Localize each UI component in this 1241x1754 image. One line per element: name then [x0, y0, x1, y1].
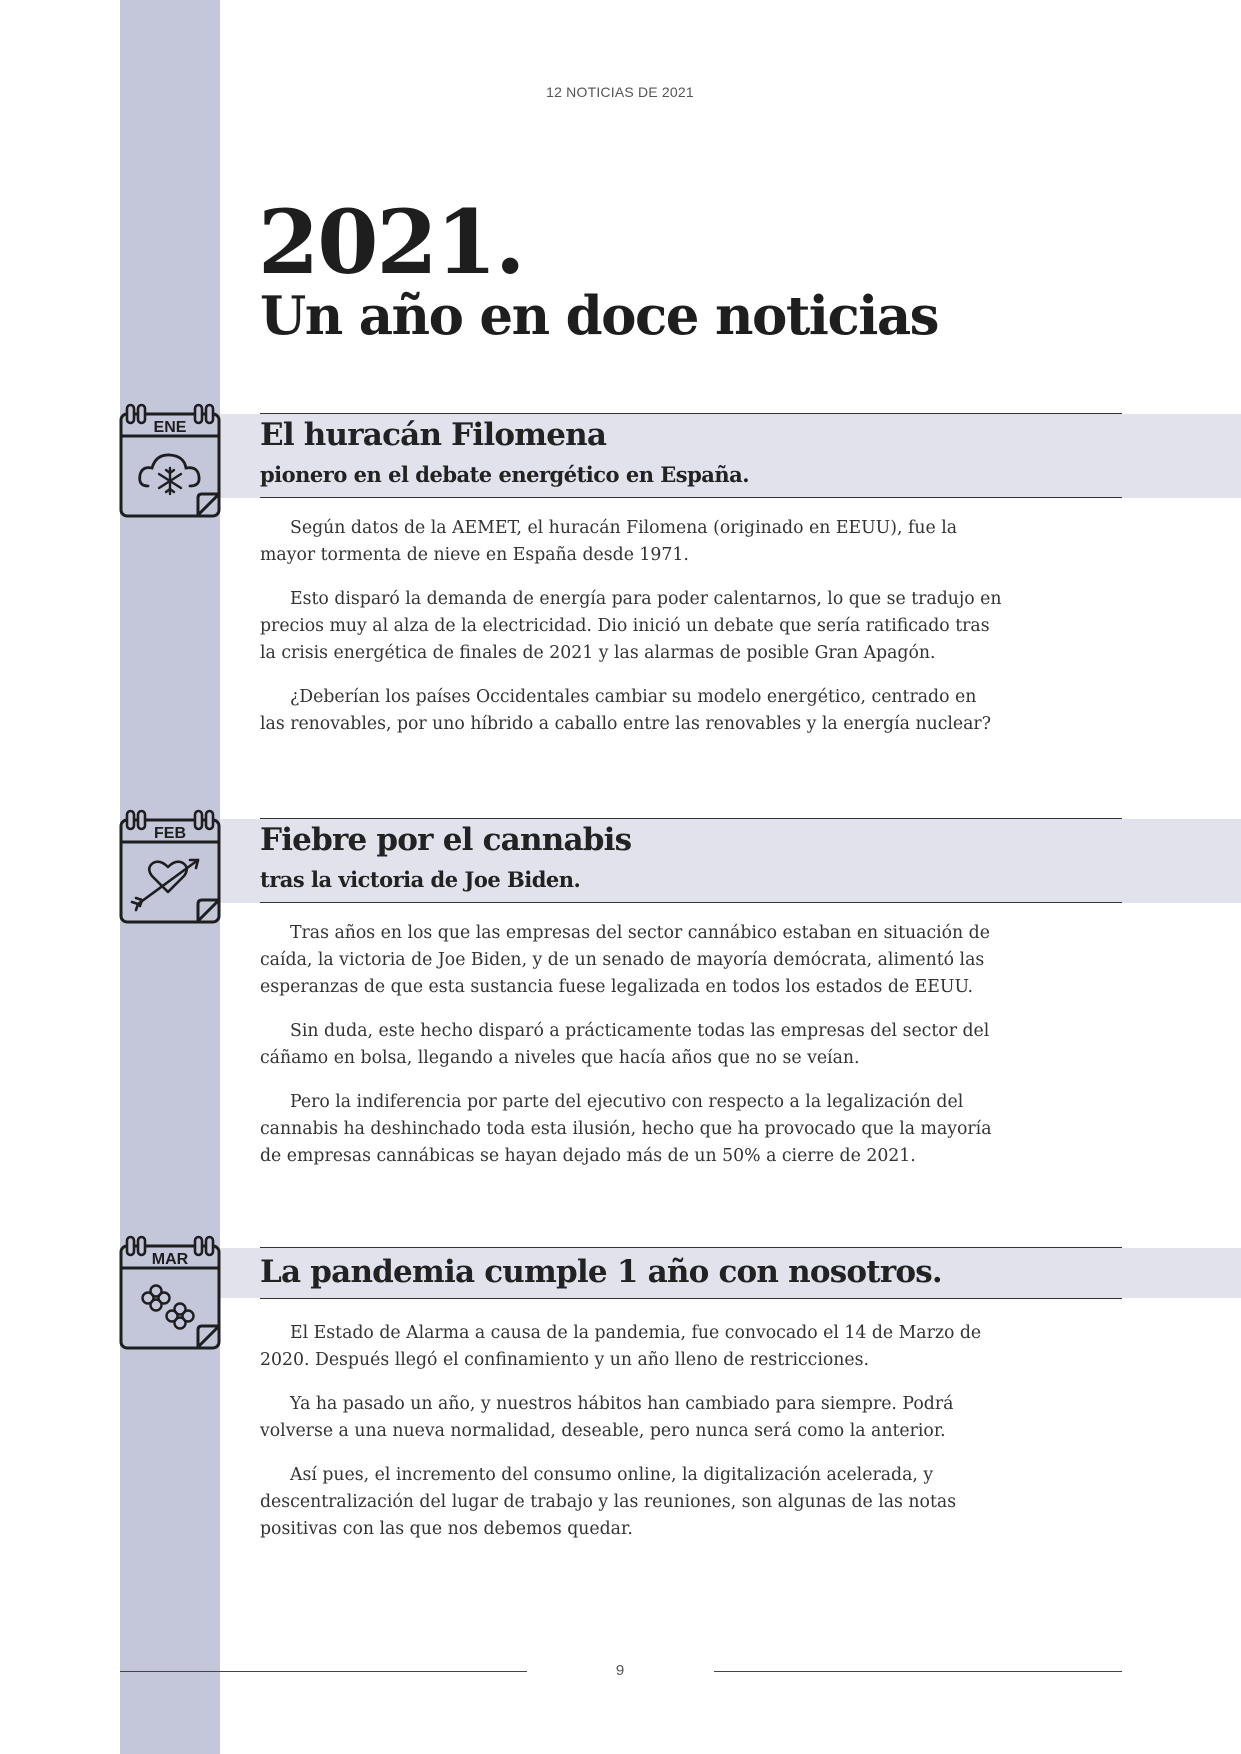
body-paragraph: El Estado de Alarma a causa de la pandemia, fue convocado el 14 de Marzo de 2020. Después llegó el confinamiento y un año lleno de restricciones. — [260, 1323, 982, 1370]
body-paragraph: Esto disparó la demanda de energía para poder calentarnos, lo que se tradujo en precios muy al alza de la electricidad. Dio inició un debate que sería ratificado tras la crisis energética de finales de 2021 y las alarmas de posible Gran Apagón. — [260, 589, 1002, 663]
section-body — [260, 1320, 1005, 1560]
calendar-icon-feb — [118, 808, 222, 926]
footer-rule-left — [120, 1671, 527, 1672]
body-paragraph: ¿Deberían los países Occidentales cambiar su modelo energético, centrado en las renovables, por uno híbrido a caballo entre las renovables y la energía nuclear? — [260, 687, 991, 734]
section-bottom-rule — [260, 497, 1122, 498]
page-number: 9 — [615, 1662, 625, 1679]
calendar-icon-mar — [118, 1234, 222, 1352]
body-paragraph: Según datos de la AEMET, el huracán Filomena (originado en EEUU), fue la mayor tormenta de nieve en España desde 1971. — [260, 518, 958, 565]
calendar-icon-ene — [118, 402, 222, 520]
section-subtitle: pionero en el debate energético en España. — [260, 462, 750, 487]
footer-rule-right — [714, 1671, 1122, 1672]
section-title: La pandemia cumple 1 año con nosotros. — [260, 1254, 942, 1290]
running-header: 12 NOTICIAS DE 2021 — [546, 84, 694, 100]
section-bottom-rule — [260, 1298, 1122, 1299]
section-bottom-rule — [260, 902, 1122, 903]
section-body — [260, 515, 1005, 755]
body-paragraph: Así pues, el incremento del consumo online, la digitalización acelerada, y descentralización del lugar de trabajo y las reuniones, son algunas de las notas positivas con las que nos debemos quedar. — [260, 1465, 957, 1539]
calendar-month-label: FEB — [154, 825, 186, 842]
section-body — [260, 920, 1005, 1187]
section-title: El huracán Filomena — [260, 417, 607, 453]
section-top-rule — [260, 1247, 1122, 1248]
section-top-rule — [260, 818, 1122, 819]
page-subtitle: Un año en doce noticias — [260, 285, 939, 347]
calendar-month-label: MAR — [151, 1251, 189, 1268]
body-paragraph: Pero la indiferencia por parte del ejecutivo con respecto a la legalización del cannabis ha deshinchado toda esta ilusión, hecho que ha provocado que la mayoría de empresas cannábicas se hayan dejado más de un 50% a cierre de 2021. — [260, 1092, 992, 1166]
section-subtitle: tras la victoria de Joe Biden. — [260, 867, 581, 892]
body-paragraph: Tras años en los que las empresas del sector cannábico estaban en situación de caída, la victoria de Joe Biden, y de un senado de mayoría demócrata, alimentó las esperanzas de que esta sustancia fuese legalizada en todos los estados de EEUU. — [260, 923, 990, 997]
body-paragraph: Sin duda, este hecho disparó a prácticamente todas las empresas del sector del cáñamo en bolsa, llegando a niveles que hacía años que no se veían. — [260, 1021, 990, 1068]
section-top-rule — [260, 413, 1122, 414]
section-title: Fiebre por el cannabis — [260, 822, 632, 858]
calendar-month-label: ENE — [153, 419, 187, 436]
page-year-title: 2021. — [258, 190, 524, 294]
body-paragraph: Ya ha pasado un año, y nuestros hábitos han cambiado para siempre. Podrá volverse a una nueva normalidad, deseable, pero nunca será como la anterior. — [260, 1394, 954, 1441]
